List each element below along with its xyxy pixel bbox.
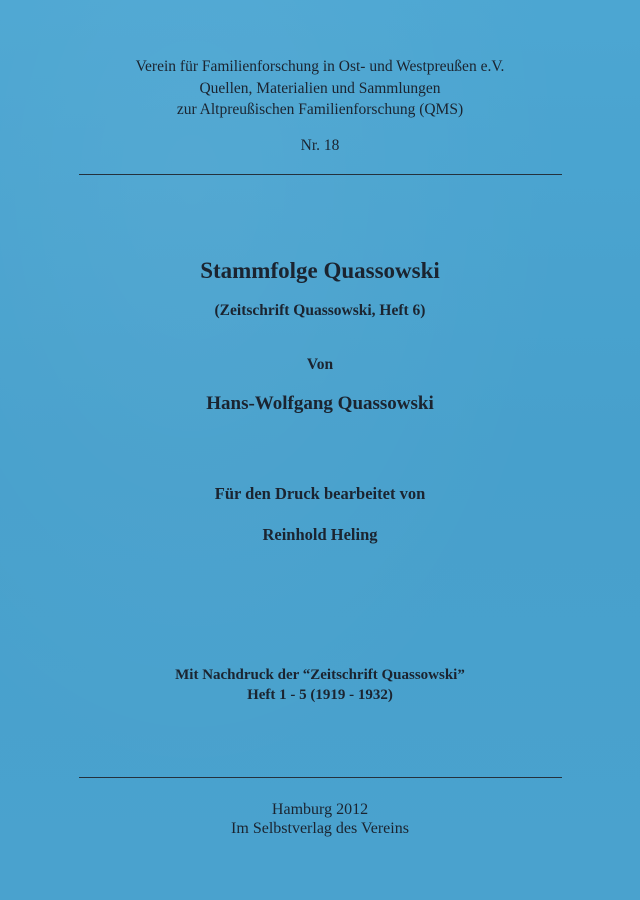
edited-by-label: Für den Druck bearbeitet von bbox=[214, 484, 426, 503]
by-label: Von bbox=[306, 356, 334, 373]
reprint-note-line1: Mit Nachdruck der “Zeitschrift Quassowski” bbox=[175, 667, 465, 683]
series-number: Nr. 18 bbox=[300, 137, 340, 154]
society-name: Verein für Familienforschung in Ost- und Westpreußen e.V. bbox=[135, 58, 505, 75]
bottom-divider bbox=[79, 777, 562, 778]
book-title: Stammfolge Quassowski bbox=[200, 258, 440, 283]
book-subtitle: (Zeitschrift Quassowski, Heft 6) bbox=[214, 302, 426, 319]
series-title-line2: zur Altpreußischen Familienforschung (QMS) bbox=[176, 101, 464, 118]
place-year: Hamburg 2012 bbox=[271, 801, 369, 818]
publisher: Im Selbstverlag des Vereins bbox=[231, 820, 409, 837]
author-name: Hans-Wolfgang Quassowski bbox=[206, 393, 434, 414]
editor-name: Reinhold Heling bbox=[262, 525, 378, 544]
reprint-note-line2: Heft 1 - 5 (1919 - 1932) bbox=[247, 687, 393, 703]
top-divider bbox=[79, 174, 562, 175]
series-title-line1: Quellen, Materialien und Sammlungen bbox=[199, 80, 441, 97]
